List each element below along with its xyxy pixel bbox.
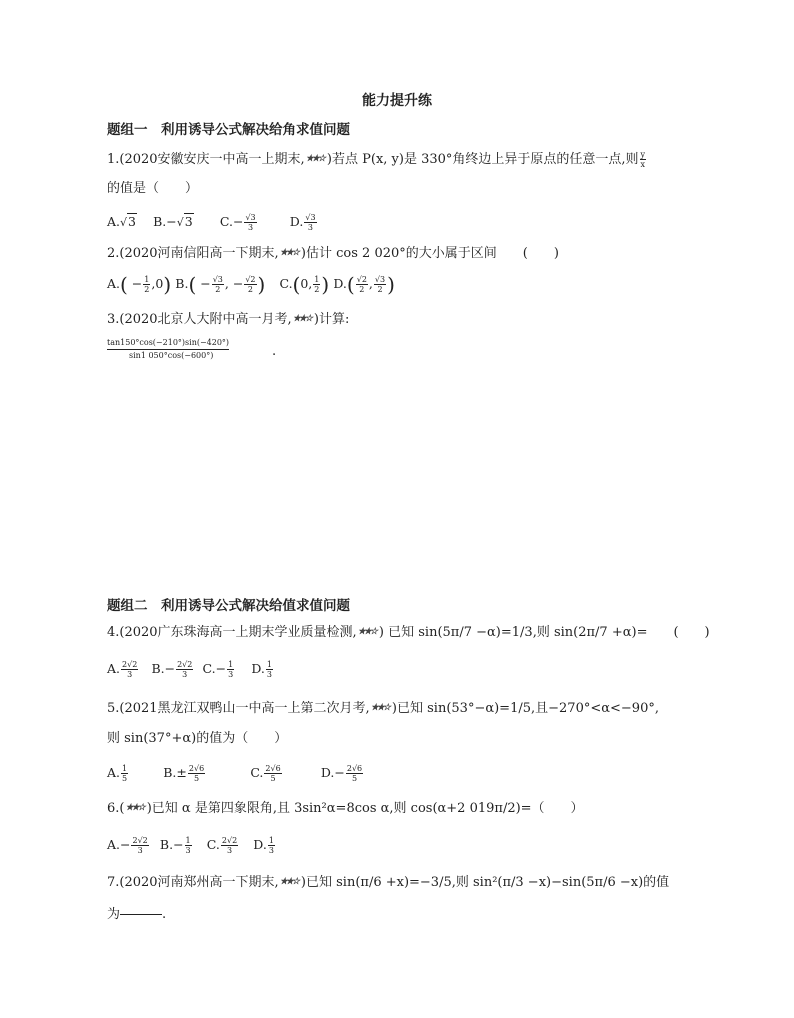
period-mark: .: [272, 344, 277, 359]
option-b[interactable]: B.−√3: [153, 214, 193, 229]
question-6: [107, 800, 584, 819]
difficulty-star-icon: ★★☆: [305, 154, 324, 164]
option-b[interactable]: B.( − $\frac{√3}{2}$ , − $\frac{√2}{2}$ ): [175, 272, 266, 297]
question-1-text: )若点 P(x, y)是 330°角终边上异于原点的任意一点,则: [326, 152, 639, 167]
difficulty-star-icon: ★★☆: [279, 877, 298, 887]
question-7-text: )已知 sin(π/6 +x)=−3/5,则 sin²(π/3 −x)−sin(5π/6 −x)的值: [300, 875, 670, 890]
question-5: [107, 700, 659, 719]
option-c[interactable]: C. $\frac{2√6}{5}$: [250, 764, 281, 783]
option-b[interactable]: B.− $\frac{1}{3}$: [159, 836, 191, 855]
question-5-source: 5.(2021黑龙江双鸭山一中高一上第二次月考,: [107, 701, 370, 716]
question-4-text: ) 已知 sin(5π/7 −α)=1/3,则 sin(2π/7 +α)= ( ): [378, 625, 710, 640]
option-d[interactable]: D.( $\frac{√2}{2}$ , $\frac{√3}{2}$ ): [333, 272, 395, 297]
question-1: [107, 150, 647, 170]
option-a[interactable]: A.( − $\frac{1}{2}$ ,0): [107, 272, 172, 297]
question-5-options: [107, 764, 364, 783]
question-1-line2: 的值是（ ）: [107, 181, 199, 196]
question-7-answer-prefix: 为: [107, 907, 121, 922]
option-a[interactable]: A.− $\frac{2√2}{3}$: [107, 836, 148, 855]
option-b[interactable]: B.− $\frac{2√2}{3}$: [151, 660, 193, 679]
question-4-source: 4.(2020广东珠海高一上期末学业质量检测,: [107, 625, 357, 640]
option-d[interactable]: D.− $\frac{2√6}{5}$: [320, 764, 363, 783]
difficulty-star-icon: ★★☆: [370, 703, 389, 713]
question-4: [107, 624, 710, 643]
difficulty-star-icon: ★★☆: [292, 314, 311, 324]
question-6-source: 6.(: [107, 801, 125, 816]
question-7: [107, 874, 669, 893]
question-3-text: )计算:: [313, 312, 350, 327]
question-2: [107, 245, 559, 264]
page-title: 能力提升练: [362, 93, 432, 109]
group-heading-1: 题组一 利用诱导公式解决给角求值问题: [107, 122, 350, 138]
fraction-y-over-x: $\frac{y}{x}$: [640, 150, 646, 169]
difficulty-star-icon: ★★☆: [279, 248, 298, 258]
question-3-expression: [107, 337, 229, 361]
question-5-line2: 则 sin(37°+α)的值为（ ）: [107, 731, 288, 746]
option-d[interactable]: D. $\frac{1}{3}$: [251, 660, 272, 679]
question-4-options: [107, 660, 274, 679]
option-d[interactable]: D. $\frac{√3}{3}$: [289, 213, 316, 232]
question-2-options: [107, 272, 395, 297]
question-7-source: 7.(2020河南郑州高一下期末,: [107, 875, 279, 890]
option-a[interactable]: A. $\frac{2√2}{3}$: [107, 660, 138, 679]
question-5-text: )已知 sin(53°−α)=1/5,且−270°<α<−90°,: [391, 701, 659, 716]
difficulty-star-icon: ★★☆: [125, 803, 144, 813]
group-heading-2: 题组二 利用诱导公式解决给值求值问题: [107, 598, 350, 614]
option-a[interactable]: A.√3: [107, 214, 136, 229]
question-6-text: )已知 α 是第四象限角,且 3sin²α=8cos α,则 cos(α+2 019π/2)=（ ）: [146, 801, 584, 816]
expression-denominator: sin1 050°cos(−600°): [129, 351, 214, 360]
question-1-options: [107, 213, 318, 232]
question-1-source: 1.(2020安徽安庆一中高一上期末,: [107, 152, 305, 167]
question-2-text: )估计 cos 2 020°的大小属于区间 ( ): [300, 246, 559, 261]
option-a[interactable]: A. $\frac{1}{5}$: [107, 764, 128, 783]
option-c[interactable]: C.(0, $\frac{1}{2}$ ): [279, 272, 330, 297]
question-3-source: 3.(2020北京人大附中高一月考,: [107, 312, 292, 327]
question-3: [107, 311, 349, 330]
option-c[interactable]: C.− $\frac{1}{3}$: [202, 660, 234, 679]
question-7-line2: 为 .: [107, 907, 167, 922]
question-6-options: [107, 836, 276, 855]
option-c[interactable]: C. $\frac{2√2}{3}$: [206, 836, 238, 855]
difficulty-star-icon: ★★☆: [357, 627, 376, 637]
expression-numerator: tan150°cos(−210°)sin(−420°): [107, 337, 229, 350]
question-2-source: 2.(2020河南信阳高一下期末,: [107, 246, 279, 261]
option-d[interactable]: D. $\frac{1}{3}$: [253, 836, 274, 855]
option-c[interactable]: C.− $\frac{√3}{3}$: [219, 213, 256, 232]
option-b[interactable]: B.± $\frac{2√6}{5}$: [163, 764, 205, 783]
answer-blank[interactable]: [120, 914, 162, 915]
